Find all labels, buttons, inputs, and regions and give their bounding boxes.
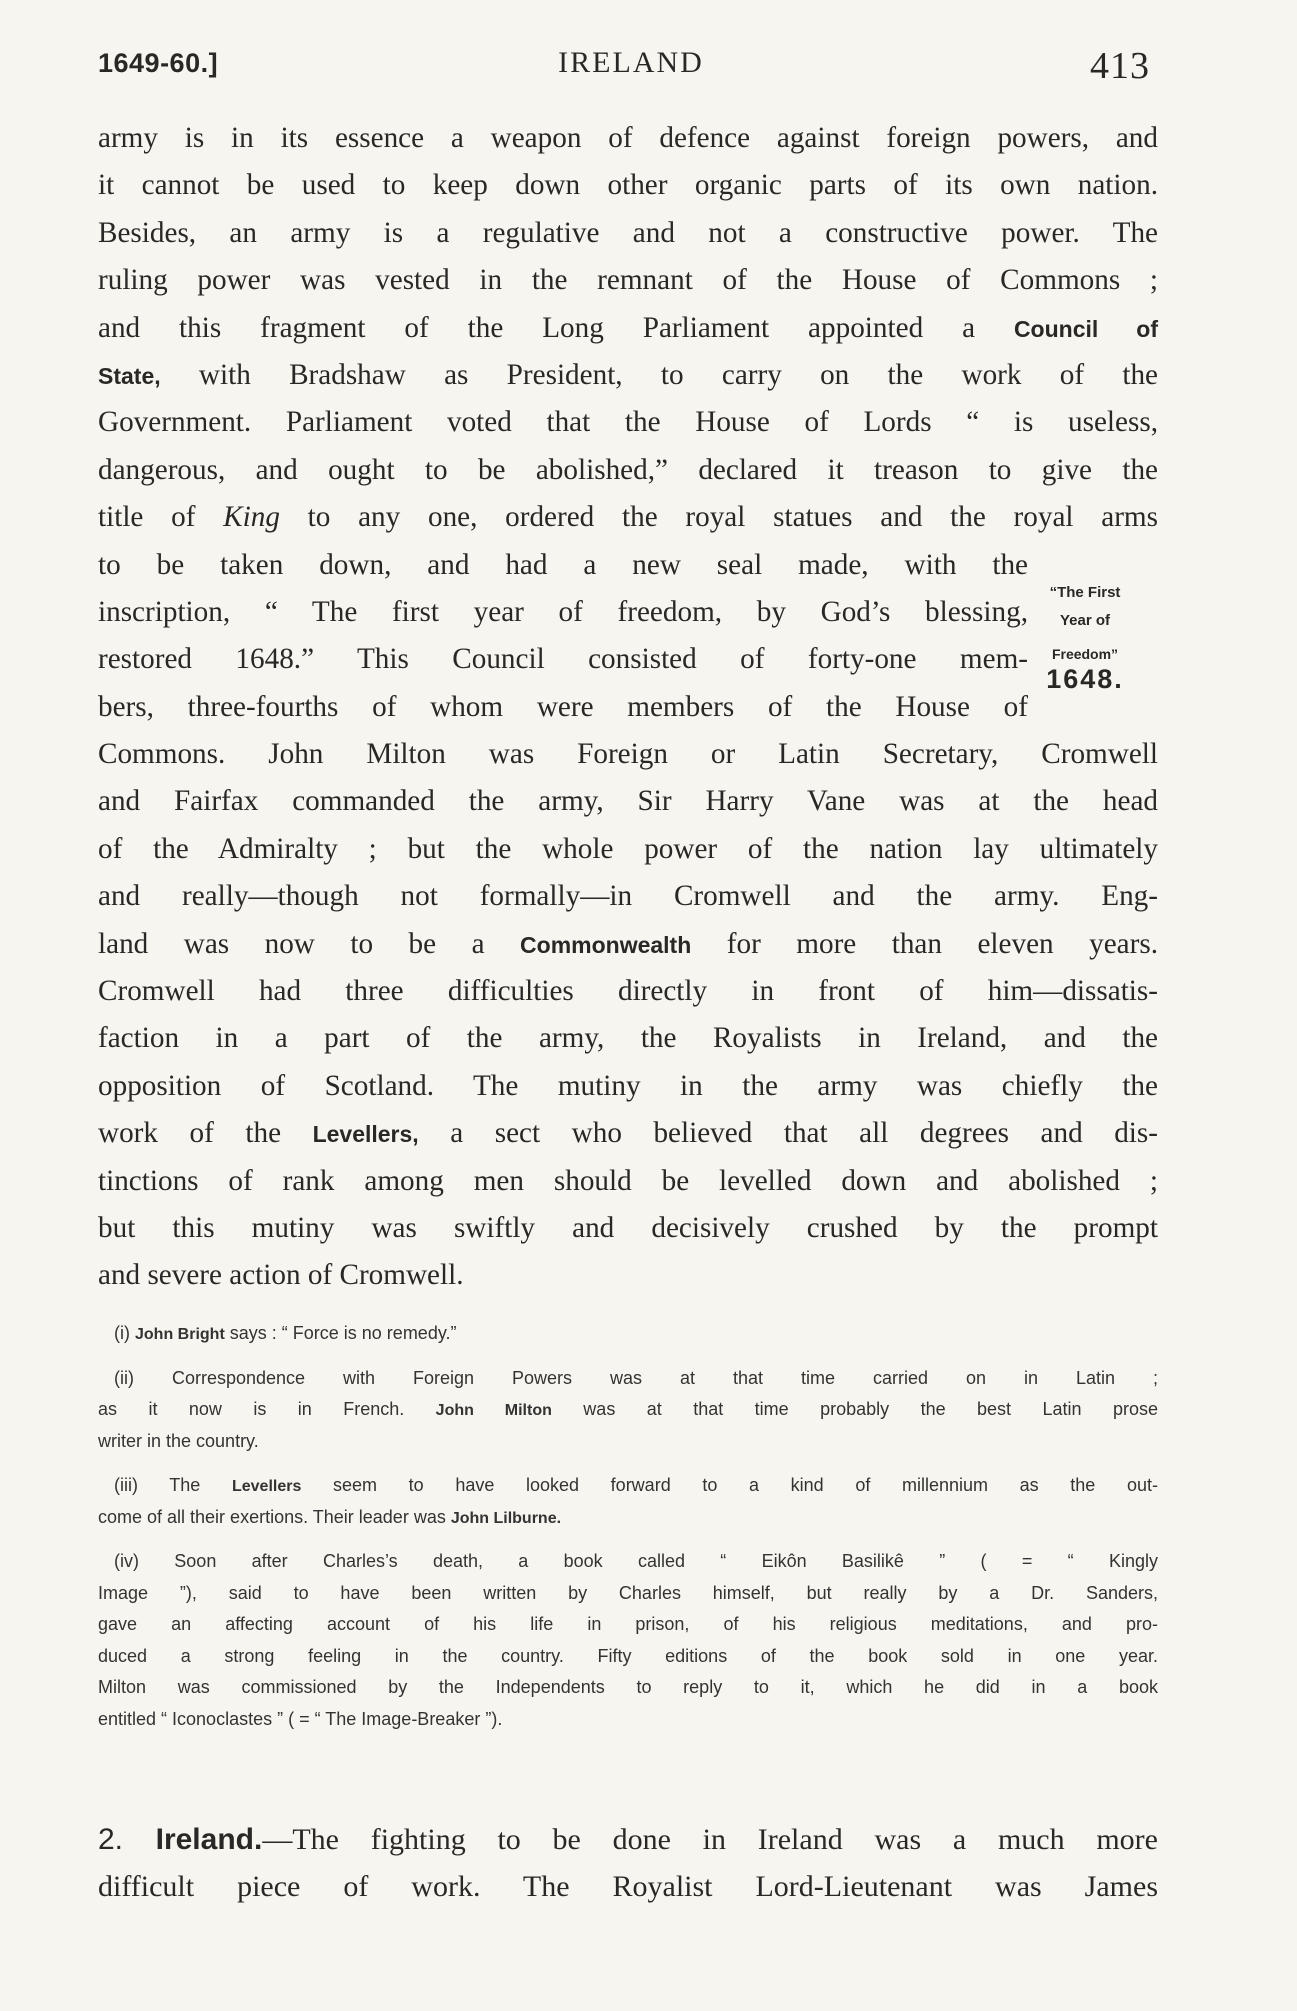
term-council-of-state: Council of xyxy=(1013,315,1158,342)
footnote-line: duced a strong feeling in the country. Fifty editions of the book sold in one year. xyxy=(98,1645,1158,1666)
text-run: land was now to be a xyxy=(98,927,521,960)
text-line xyxy=(98,921,1158,968)
section-number: 2. xyxy=(98,1823,156,1856)
text-line: and severe action of Cromwell. xyxy=(98,1259,464,1292)
text-run: says : “ Force is no remedy.” xyxy=(224,1323,457,1343)
section-title: Ireland. xyxy=(155,1823,263,1856)
text-run: (i) xyxy=(114,1323,135,1343)
footnote-1 xyxy=(98,1318,1158,1350)
margin-note-line: Year of xyxy=(1059,612,1111,629)
text-run: for more than eleven years. xyxy=(691,927,1158,960)
text-line: of the Admiralty ; but the whole power of the nation lay ultimately xyxy=(98,832,1158,865)
footnotes xyxy=(98,1318,1158,1735)
text-run: —The fighting to be done in Ireland was a much more xyxy=(262,1823,1158,1856)
text-line: and really—though not formally—in Cromwell and the army. Eng- xyxy=(98,880,1158,913)
text-line: but this mutiny was swiftly and decisively crushed by the prompt xyxy=(98,1211,1158,1244)
text-line: opposition of Scotland. The mutiny in the army was chiefly the xyxy=(98,1069,1158,1102)
term-levellers-note: Levellers xyxy=(231,1478,302,1495)
margin-note-line: Freedom” xyxy=(1051,646,1119,662)
footnote-line: (ii) Correspondence with Foreign Powers was at that time carried on in Latin ; xyxy=(114,1367,1158,1388)
text-line: restored 1648.” This Council consisted of forty-one mem- xyxy=(98,643,1028,676)
text-run: was at that time probably the best Latin prose xyxy=(551,1399,1158,1419)
text-line: Commons. John Milton was Foreign or Latin Secretary, Cromwell xyxy=(98,738,1158,771)
term-state: State, xyxy=(98,362,161,389)
text-line: inscription, “ The first year of freedom, by God’s blessing, xyxy=(98,595,1028,628)
header-chapter-title: IRELAND xyxy=(558,46,704,79)
text-run: title of xyxy=(98,501,224,534)
text-line: to be taken down, and had a new seal made, with the xyxy=(98,548,1028,581)
text-line: Cromwell had three difficulties directly in front of him—dissatis- xyxy=(98,975,1158,1008)
footnote-line: entitled “ Iconoclastes ” ( = “ The Image-Breaker ”). xyxy=(98,1708,503,1729)
text-run: and this fragment of the Long Parliament appointed a xyxy=(98,311,1014,344)
footnote-line: Milton was commissioned by the Independents to reply to it, which he did in a book xyxy=(98,1677,1158,1697)
footnote-line xyxy=(98,1470,1158,1502)
margin-note-line: “The First xyxy=(1049,584,1121,601)
term-king: King xyxy=(223,501,280,534)
running-head xyxy=(98,46,1164,86)
text-run: as it now is in French. xyxy=(98,1399,436,1419)
text-run: seem to have looked forward to a kind of millennium as the out- xyxy=(301,1475,1158,1495)
text-run: a sect who believed that all degrees and dis- xyxy=(418,1117,1158,1150)
text-line: faction in a part of the army, the Royalists in Ireland, and the xyxy=(98,1022,1158,1055)
term-levellers: Levellers, xyxy=(312,1121,419,1148)
term-commonwealth: Commonwealth xyxy=(520,931,692,958)
margin-note-year: 1648. xyxy=(1046,664,1124,694)
footnote-line xyxy=(98,1318,1158,1350)
footnote-line: Image ”), said to have been written by Charles himself, but really by a Dr. Sanders, xyxy=(98,1582,1158,1603)
footnote-2 xyxy=(98,1363,1158,1458)
footnote-line: writer in the country. xyxy=(98,1430,259,1451)
text-run: to any one, ordered the royal statues and the royal arms xyxy=(279,501,1158,534)
footnote-line xyxy=(98,1502,1158,1534)
text-line xyxy=(98,494,1158,541)
text-run: with Bradshaw as President, to carry on the work of the xyxy=(160,358,1158,391)
name-john-milton: John Milton xyxy=(435,1402,552,1419)
text-line: it cannot be used to keep down other organic parts of its own nation. xyxy=(98,169,1158,202)
text-line xyxy=(98,305,1158,352)
text-line: army is in its essence a weapon of defence against foreign powers, and xyxy=(98,122,1158,154)
text-run: come of all their exertions. Their leader was xyxy=(98,1506,451,1527)
name-john-lilburne: John Lilburne. xyxy=(450,1509,562,1527)
page-number: 413 xyxy=(1090,45,1150,87)
text-line xyxy=(98,352,1158,399)
margin-note xyxy=(1010,584,1160,694)
text-line: Government. Parliament voted that the House of Lords “ is useless, xyxy=(98,406,1158,439)
main-text xyxy=(98,115,1158,1300)
text-line xyxy=(98,1110,1158,1157)
section-ireland xyxy=(98,1816,1158,1911)
text-line: dangerous, and ought to be abolished,” declared it treason to give the xyxy=(98,453,1158,486)
text-run: work of the xyxy=(98,1117,313,1150)
text-line: ruling power was vested in the remnant of the House of Commons ; xyxy=(98,264,1158,297)
text-line: tinctions of rank among men should be levelled down and abolished ; xyxy=(98,1164,1158,1197)
footnote-line xyxy=(98,1394,1158,1426)
text-line: bers, three-fourths of whom were members of the House of xyxy=(98,690,1028,723)
text-line: Besides, an army is a regulative and not a constructive power. The xyxy=(98,216,1158,249)
footnote-4 xyxy=(98,1546,1158,1735)
text-line: difficult piece of work. The Royalist Lord-Lieutenant was James xyxy=(98,1870,1158,1904)
text-line: and Fairfax commanded the army, Sir Harry Vane was at the head xyxy=(98,785,1158,818)
footnote-3 xyxy=(98,1470,1158,1533)
text-line xyxy=(98,1816,1158,1863)
footnote-line: (iv) Soon after Charles’s death, a book called “ Eikôn Basilikê ” ( = “ Kingly xyxy=(114,1551,1158,1571)
footnote-line: gave an affecting account of his life in prison, of his religious meditations, and pro- xyxy=(98,1614,1158,1634)
header-date-range: 1649-60.] xyxy=(98,48,219,78)
text-run: (iii) The xyxy=(114,1475,232,1495)
name-john-bright: John Bright xyxy=(135,1326,225,1343)
